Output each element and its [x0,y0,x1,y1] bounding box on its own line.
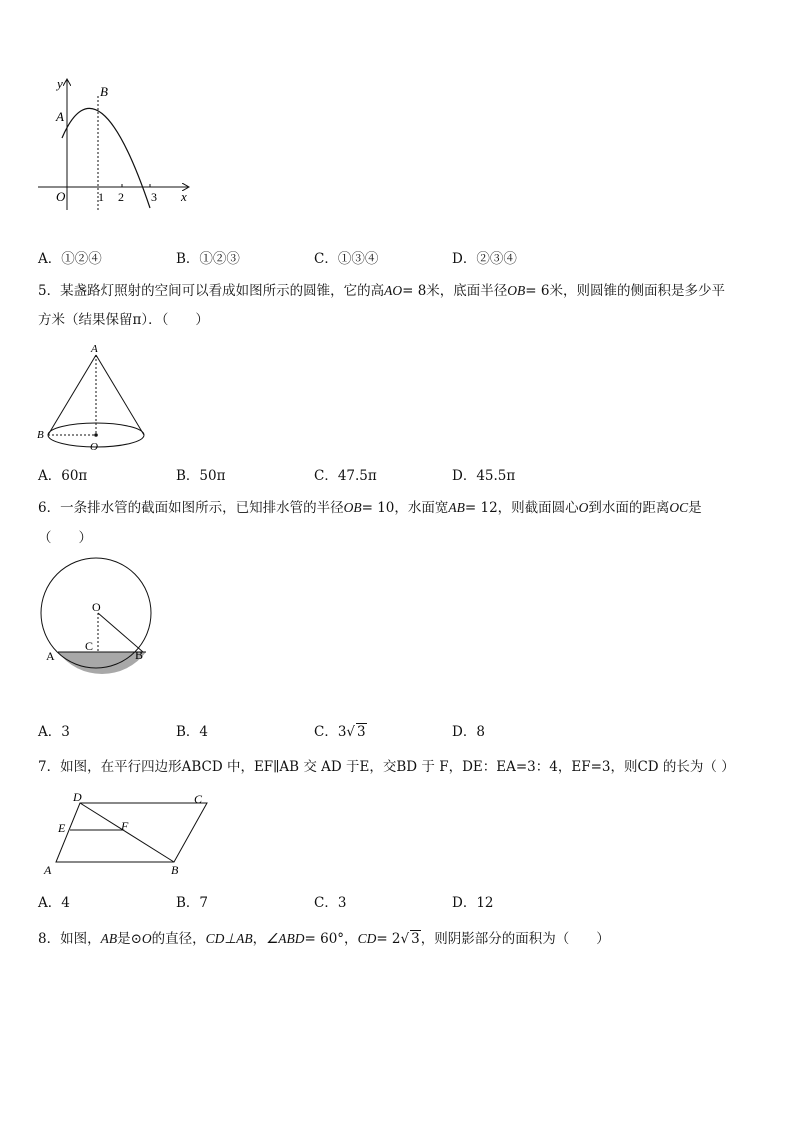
sqrt-symbol: √ 3 [400,931,420,947]
pipe-section-figure [35,555,160,675]
q8-question: 8．如图，AB是⊙O的直径，CD⊥AB，∠ABD= 60°，CD= 2√ 3，则阴影部分的面积为（ ） [38,931,610,947]
q5-option-b[interactable]: B．50π [176,468,226,484]
label-f: F [121,819,129,833]
label-o: O [90,441,98,453]
q7-question: 7．如图，在平行四边形ABCD 中，EF∥AB 交 AD 于E，交BD 于 F，DE：EA=3：4，EF=3，则CD 的长为（ ） [38,759,735,775]
parabola-curve [62,108,150,208]
label-origin: O [56,189,66,204]
q7-option-a[interactable]: A．4 [38,895,70,911]
label-c: C [194,792,203,806]
label-a: A [91,343,98,355]
label-e: E [58,821,66,835]
q4-option-b[interactable]: B．①②③ [176,251,240,267]
q4-option-d[interactable]: D．②③④ [452,251,517,267]
q7-option-d[interactable]: D．12 [452,895,494,911]
q5-option-a[interactable]: A．60π [38,468,88,484]
label-o: O [92,600,101,614]
water-shaded-segment [58,652,146,674]
q6-option-d[interactable]: D．8 [452,724,485,740]
label-c: C [85,639,94,653]
label-a: A [56,109,64,124]
parallelogram-abcd [56,803,207,862]
label-b: B [100,84,108,99]
tick-label-2: 2 [118,190,124,204]
tick-label-1: 1 [98,190,104,204]
label-d: D [73,790,82,804]
label-b: B [135,648,144,662]
q5-option-d[interactable]: D．45.5π [452,468,516,484]
q5-question-line2: 方米（结果保留π）．（ ） [38,312,209,328]
label-b: B [37,429,44,441]
cone-figure [30,340,155,455]
label-b: B [171,863,179,877]
segment-ob [98,613,143,652]
q5-question-line1: 5．某盏路灯照射的空间可以看成如图所示的圆锥，它的高AO= 8米，底面半径OB= 6米，则圆锥的侧面积是多少平 [38,283,725,299]
y-axis-label: y [57,76,63,91]
q7-option-c[interactable]: C．3 [314,895,347,911]
q4-option-c[interactable]: C．①③④ [314,251,379,267]
q6-option-c[interactable]: C．3√ 3 [314,724,366,740]
label-a: A [46,649,55,663]
parabola-figure [30,70,200,220]
tick-label-3: 3 [151,190,157,204]
label-a: A [44,863,52,877]
q4-option-a[interactable]: A．①②④ [38,251,102,267]
q6-option-b[interactable]: B．4 [176,724,209,740]
q7-option-b[interactable]: B．7 [176,895,209,911]
q6-question-line2: （ ） [38,530,92,546]
q6-option-a[interactable]: A．3 [38,724,70,740]
q6-question-line1: 6．一条排水管的截面如图所示，已知排水管的半径OB= 10，水面宽AB= 12，则截面圆心O到水面的距离OC是 [38,500,702,516]
sqrt-symbol: √ 3 [346,724,366,740]
q5-option-c[interactable]: C．47.5π [314,468,377,484]
x-axis-label: x [181,189,187,204]
parallelogram-figure [35,790,220,880]
